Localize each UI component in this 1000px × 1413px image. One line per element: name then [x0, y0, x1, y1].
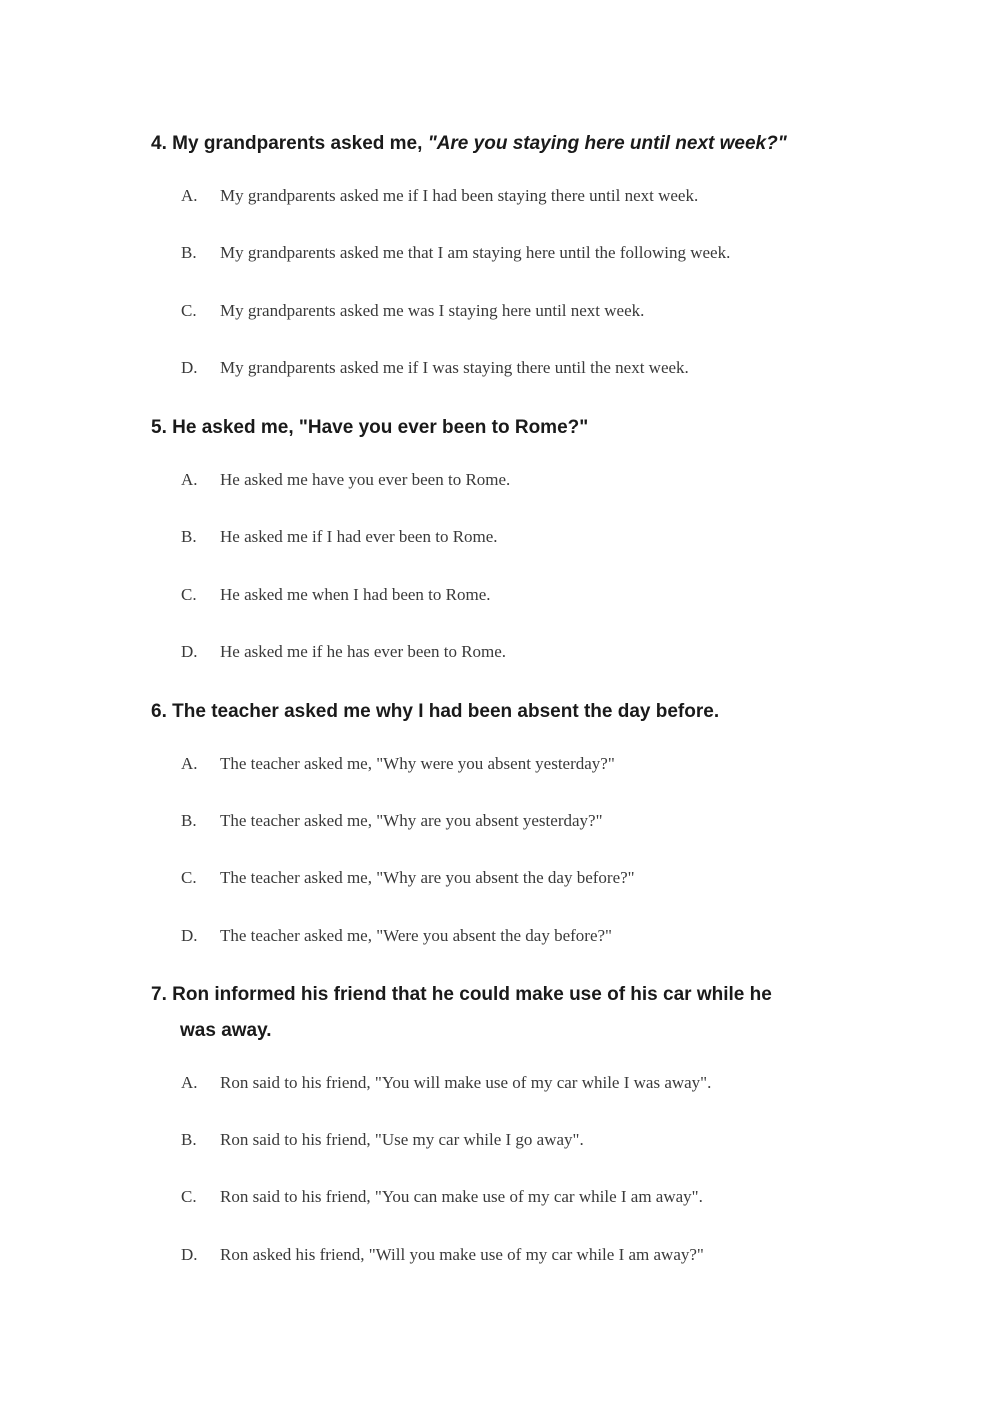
question-stem: He asked me, "Have you ever been to Rome?": [172, 417, 589, 438]
option-7c[interactable]: [181, 1185, 861, 1209]
option-letter: B.: [181, 527, 197, 546]
option-letter: D.: [181, 642, 198, 661]
option-text: My grandparents asked me that I am staying here until the following week.: [220, 243, 731, 262]
question-number: 7.: [151, 984, 167, 1005]
option-text: The teacher asked me, "Why are you absent yesterday?": [220, 811, 603, 830]
question-stem: Ron informed his friend that he could make use of his car while he: [172, 984, 772, 1005]
option-letter: D.: [181, 358, 198, 377]
option-letter: B.: [181, 243, 197, 262]
option-letter: C.: [181, 1187, 197, 1206]
option-letter: A.: [181, 470, 198, 489]
question-stem-continued: was away.: [180, 1020, 272, 1041]
option-text: The teacher asked me, "Were you absent the day before?": [220, 926, 612, 945]
option-7d[interactable]: [181, 1243, 861, 1267]
option-5b[interactable]: [181, 525, 861, 549]
question-number: 6.: [151, 701, 167, 722]
option-letter: A.: [181, 754, 198, 773]
option-5c[interactable]: [181, 583, 861, 607]
question-6: [151, 694, 851, 730]
option-6d[interactable]: [181, 924, 861, 948]
option-text: He asked me if he has ever been to Rome.: [220, 642, 507, 661]
option-letter: B.: [181, 811, 197, 830]
question-7: [151, 977, 851, 1049]
option-text: He asked me when I had been to Rome.: [220, 585, 491, 604]
question-stem: The teacher asked me why I had been absent the day before.: [172, 701, 720, 722]
option-letter: C.: [181, 301, 197, 320]
question-4: [151, 126, 851, 162]
option-4d[interactable]: [181, 356, 861, 380]
option-7b[interactable]: [181, 1128, 861, 1152]
question-stem: My grandparents asked me,: [172, 133, 423, 154]
option-letter: B.: [181, 1130, 197, 1149]
option-text: Ron asked his friend, "Will you make use of my car while I am away?": [220, 1245, 704, 1264]
option-letter: C.: [181, 868, 197, 887]
option-text: The teacher asked me, "Why were you absent yesterday?": [220, 754, 615, 773]
option-text: Ron said to his friend, "You can make use of my car while I am away".: [220, 1187, 703, 1206]
option-5a[interactable]: [181, 468, 861, 492]
option-letter: D.: [181, 1245, 198, 1264]
option-4c[interactable]: [181, 299, 861, 323]
option-6b[interactable]: [181, 809, 861, 833]
option-letter: A.: [181, 1073, 198, 1092]
option-text: Ron said to his friend, "You will make use of my car while I was away".: [220, 1073, 712, 1092]
option-6c[interactable]: [181, 866, 861, 890]
option-letter: A.: [181, 186, 198, 205]
option-text: He asked me have you ever been to Rome.: [220, 470, 511, 489]
option-4a[interactable]: [181, 184, 861, 208]
option-text: The teacher asked me, "Why are you absent the day before?": [220, 868, 635, 887]
option-text: My grandparents asked me was I staying here until next week.: [220, 301, 645, 320]
option-text: Ron said to his friend, "Use my car while I go away".: [220, 1130, 584, 1149]
option-6a[interactable]: [181, 752, 861, 776]
option-letter: C.: [181, 585, 197, 604]
question-number: 5.: [151, 417, 167, 438]
option-4b[interactable]: [181, 241, 861, 265]
option-text: My grandparents asked me if I was staying there until the next week.: [220, 358, 689, 377]
question-number: 4.: [151, 133, 167, 154]
option-text: My grandparents asked me if I had been staying there until next week.: [220, 186, 699, 205]
question-quote: "Are you staying here until next week?": [427, 133, 787, 154]
option-5d[interactable]: [181, 640, 861, 664]
option-letter: D.: [181, 926, 198, 945]
option-text: He asked me if I had ever been to Rome.: [220, 527, 498, 546]
question-5: [151, 410, 851, 446]
option-7a[interactable]: [181, 1071, 861, 1095]
